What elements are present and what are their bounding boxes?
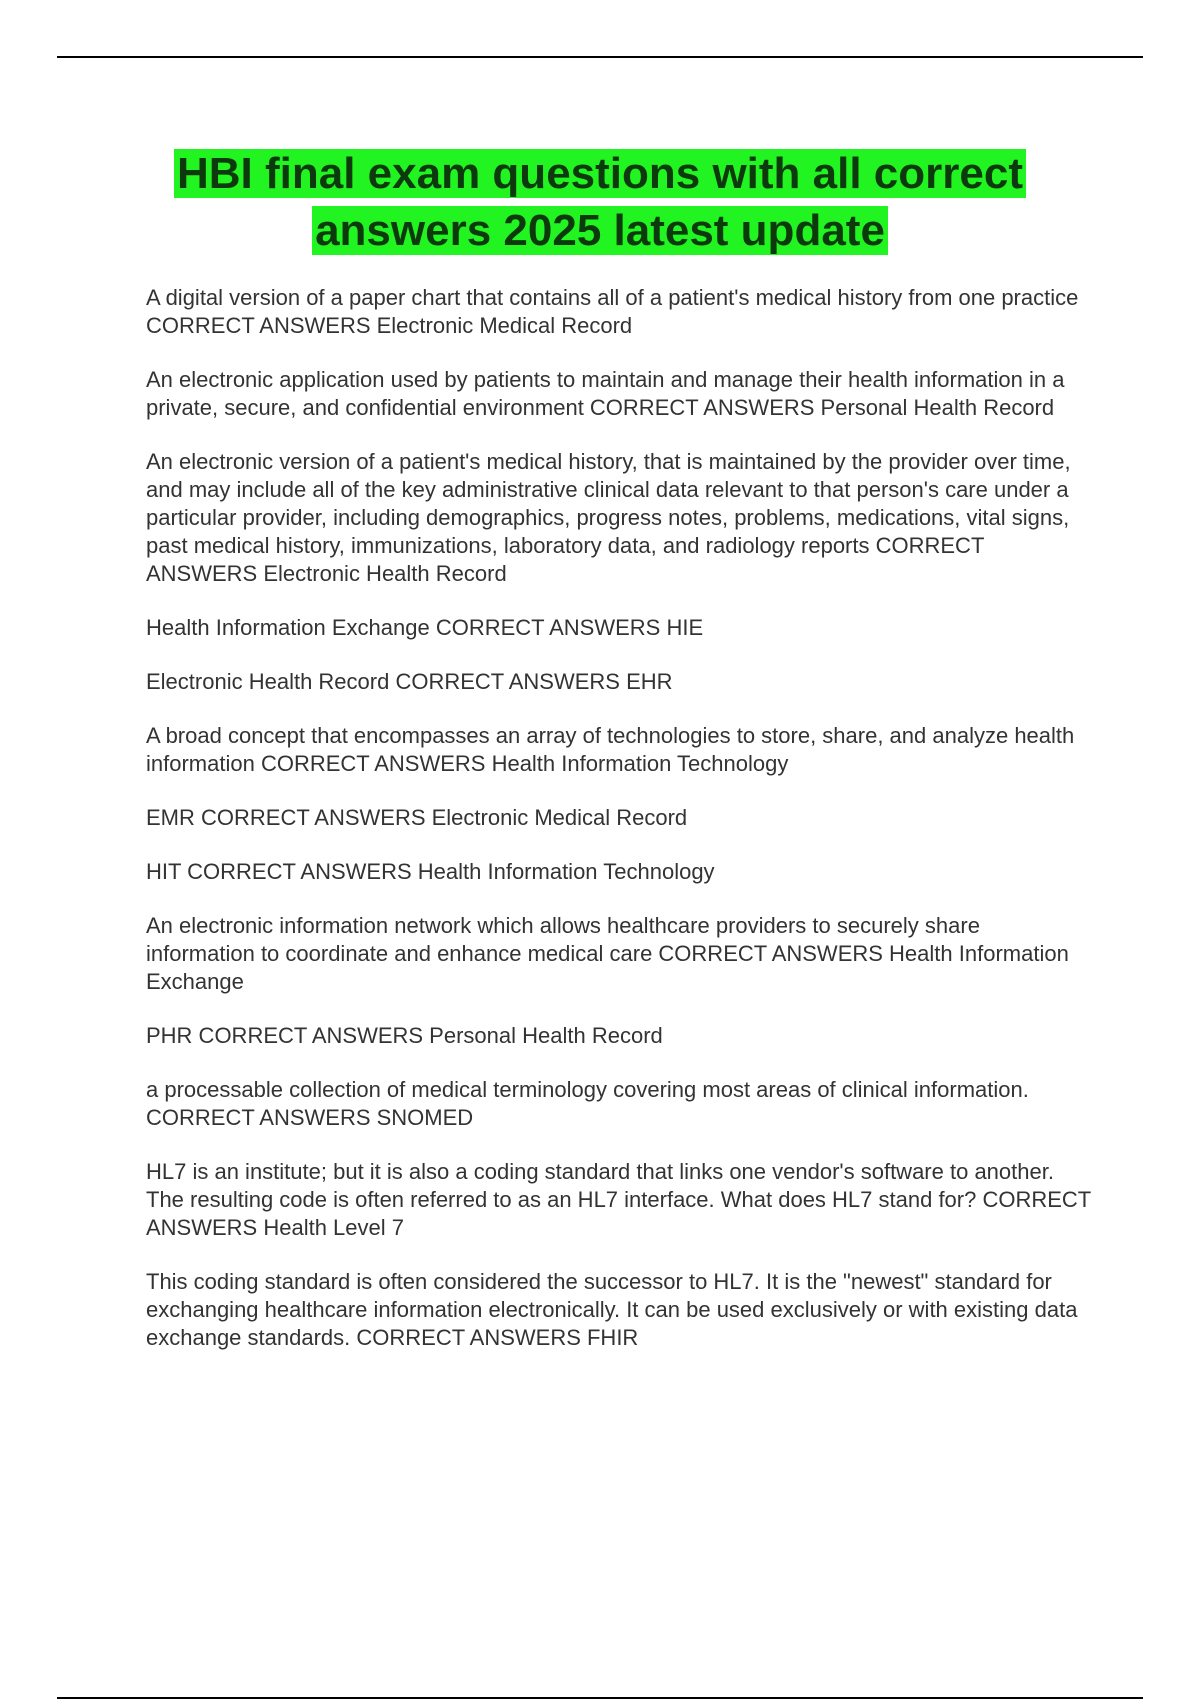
qa-entry: A digital version of a paper chart that contains all of a patient's medical history from one practice CORRECT ANSWERS Electronic Medical Record [146, 285, 1079, 338]
qa-entry: a processable collection of medical terminology covering most areas of clinical information. CORRECT ANSWERS SNOMED [146, 1077, 1029, 1130]
qa-entry: A broad concept that encompasses an array of technologies to store, share, and analyze health information CORRECT ANSWERS Health Information Technology [146, 723, 1075, 776]
document-title [100, 145, 1100, 259]
qa-entry: An electronic application used by patients to maintain and manage their health information in a private, secure, and confidential environment CORRECT ANSWERS Personal Health Record [146, 367, 1065, 420]
qa-entry: An electronic version of a patient's medical history, that is maintained by the provider over time, and may include all of the key administrative clinical data relevant to that person's care under a particular provider, including demographics, progress notes, problems, medications, vital signs, past medical history, immunizations, laboratory data, and radiology reports CORRECT ANSWERS Electronic Health Record [146, 449, 1071, 586]
qa-entry: EMR CORRECT ANSWERS Electronic Medical Record [146, 805, 688, 830]
header-rule [57, 56, 1143, 58]
qa-entry: This coding standard is often considered the successor to HL7. It is the "newest" standard for exchanging healthcare information electronically. It can be used exclusively or with existing data exchange standards. CORRECT ANSWERS FHIR [146, 1269, 1078, 1350]
qa-entry: HL7 is an institute; but it is also a coding standard that links one vendor's software to another. The resulting code is often referred to as an HL7 interface. What does HL7 stand for? CORRECT ANSWERS Health Level 7 [146, 1159, 1091, 1240]
qa-entry: An electronic information network which allows healthcare providers to securely share information to coordinate and enhance medical care CORRECT ANSWERS Health Information Exchange [146, 913, 1069, 994]
qa-entry: HIT CORRECT ANSWERS Health Information Technology [146, 859, 715, 884]
qa-list [146, 284, 1092, 1378]
qa-entry: Electronic Health Record CORRECT ANSWERS EHR [146, 669, 673, 694]
title-highlight: HBI final exam questions with all correct answers 2025 latest update [174, 149, 1026, 255]
footer-rule [57, 1697, 1143, 1699]
qa-entry: PHR CORRECT ANSWERS Personal Health Record [146, 1023, 663, 1048]
qa-entry: Health Information Exchange CORRECT ANSWERS HIE [146, 615, 704, 640]
